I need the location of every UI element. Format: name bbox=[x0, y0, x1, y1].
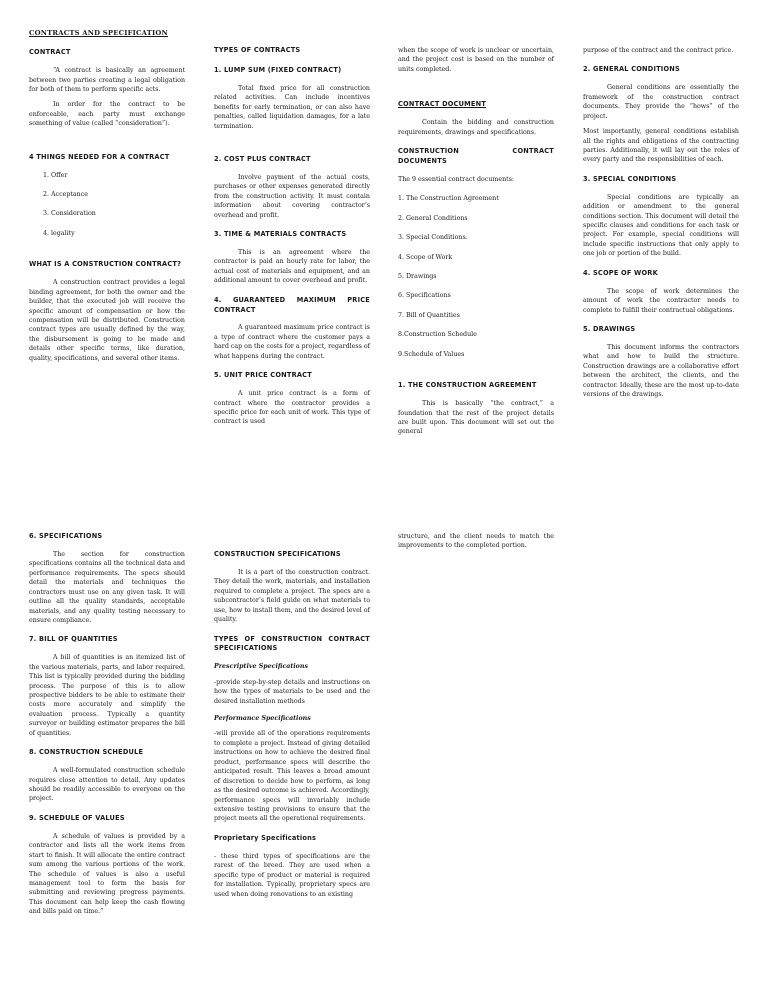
subheading-performance: Performance Specifications bbox=[214, 715, 311, 723]
paragraph: A bill of quantities is an itemized list of the various materials, parts, and labor required. This list is typically provided during the bidding process. The purpose of this is to allow prospective bidders to be able to estimate their costs more accurately and simplify the evaluation process. Typically a quantity surveyor or building estimator prepares the bill of quantities. bbox=[29, 654, 185, 737]
paragraph: A schedule of values is provided by a contractor and lists all the work items from start to finish. It will allocate the entire contract sum among the various portions of the work. The schedule of values is also a useful management tool to form the basis for submitting and reviewing progress payments. This document can help keep the cash flowing and bills paid on time.” bbox=[29, 832, 185, 916]
heading-construction-schedule: 8. CONSTRUCTION SCHEDULE bbox=[29, 748, 144, 757]
paragraph: -provide step-by-step details and instructions on how the types of materials to be used and the desired installation methods bbox=[214, 678, 370, 705]
document-title: CONTRACTS AND SPECIFICATION bbox=[29, 29, 168, 37]
list-item: 8.Construction Schedule bbox=[398, 331, 477, 339]
paragraph: A construction contract provides a legal binding agreement, for both the owner and the builder, that the executed job will receive the specific amount of compensation or how the compensation will be distributed. Construction contract types are usually defined by the way, the disbursement is going to be made and details other specific terms, like duration, quality, specifications, and several other items. bbox=[29, 279, 185, 362]
paragraph: This document informs the contractors what and how to build the structure. Construction drawings are a collaborative effort between the architect, the clients, and the contractor. Ideally, these are the most up-to-date versions of the drawings. bbox=[583, 343, 739, 399]
paragraph: This is an agreement where the contractor is paid an hourly rate for labor, the actual cost of materials and equipment, and an additional amount to cover overhead and profit. bbox=[214, 248, 370, 285]
paragraph: “A contract is basically an agreement between two parties creating a legal obligation for both of them to perform specific acts. bbox=[29, 67, 185, 93]
heading-time-materials: 3. TIME & MATERIALS CONTRACTS bbox=[214, 230, 347, 239]
heading-contract: CONTRACT bbox=[29, 48, 71, 57]
heading-unit-price: 5. UNIT PRICE CONTRACT bbox=[214, 371, 312, 380]
heading-construction-agreement: 1. THE CONSTRUCTION AGREEMENT bbox=[398, 381, 537, 390]
heading-construction-specifications: CONSTRUCTION SPECIFICATIONS bbox=[214, 550, 341, 558]
paragraph: -will provide all of the operations requirements to complete a project. Instead of giving detailed instructions on how to achieve the desired final product, performance specs will describe the anticipated result. This leaves a broad amount of discretion to decide how to perform, as long as the desired outcome is achieved. Accordingly, performance specs will invariably include extensive testing provisions to ensure that the project meets all the operational requirements. bbox=[214, 730, 370, 823]
paragraph-continued: when the scope of work is unclear or uncertain, and the project cost is based on the number of units completed. bbox=[398, 47, 554, 73]
documents-lead: The 9 essential contract documents: bbox=[398, 175, 515, 183]
heading-what-is: WHAT IS A CONSTRUCTION CONTRACT? bbox=[29, 260, 182, 269]
subheading-prescriptive: Prescriptive Specifications bbox=[214, 663, 309, 671]
heading-specifications: 6. SPECIFICATIONS bbox=[29, 532, 103, 540]
things-list bbox=[29, 171, 185, 239]
list-item: 1. Offer bbox=[51, 171, 185, 180]
column-7 bbox=[398, 532, 554, 557]
list-item: 3. Special Conditions. bbox=[398, 234, 468, 242]
heading-general-conditions: 2. GENERAL CONDITIONS bbox=[583, 65, 680, 74]
column-5 bbox=[29, 532, 185, 923]
column-4 bbox=[583, 46, 739, 406]
paragraph: Involve payment of the actual costs, purchases or other expenses generated directly from the construction activity. It must contain information about covering contractor’s overhead and profit. bbox=[214, 173, 370, 219]
paragraph: Special conditions are typically an addition or amendment to the general conditions section. This document will detail the specific clauses and conditions for each task or project. For example, special conditions will include specific instructions that only apply to one job or portion of the build. bbox=[583, 193, 739, 258]
paragraph: A guaranteed maximum price contract is a type of contract where the customer pays a hard cap on the costs for a project, regardless of what happens during the contract. bbox=[214, 324, 370, 360]
heading-construction-contract-documents: CONSTRUCTION CONTRACT DOCUMENTS bbox=[398, 147, 554, 165]
heading-types-of-specifications: TYPES OF CONSTRUCTION CONTRACT SPECIFICATIONS bbox=[214, 634, 370, 653]
paragraph: Contain the bidding and construction requirements, drawings and specifications. bbox=[398, 119, 554, 136]
column-2 bbox=[214, 46, 370, 433]
paragraph: It is a part of the construction contract. They detail the work, materials, and installation required to complete a project. The specs are a subcontractor’s field guide on what materials to use, how to install them, and the desired level of quality. bbox=[214, 568, 370, 624]
heading-scope-of-work: 4. SCOPE OF WORK bbox=[583, 268, 658, 277]
column-6 bbox=[214, 550, 370, 905]
documents-list bbox=[398, 194, 554, 359]
heading-things-needed-text: 4 THINGS NEEDED FOR A CONTRACT bbox=[29, 152, 170, 161]
heading-contract-document: CONTRACT DOCUMENT bbox=[398, 100, 487, 109]
paragraph: - these third types of specifications are the rarest of the breed. They are used when a specific type of product or material is required for installation. Typically, proprietary specs are used when doing renovations to an existing bbox=[214, 852, 370, 898]
paragraph: The section for construction specifications contains all the technical data and performance requirements. The specs should detail the materials and techniques the contractors must use on any given task. It will outline all the quality standards, acceptable materials, and any quality testing necessary to ensure compliance. bbox=[29, 550, 185, 624]
heading-drawings: 5. DRAWINGS bbox=[583, 324, 636, 333]
heading-cost-plus: 2. COST PLUS CONTRACT bbox=[214, 154, 311, 163]
list-item: 4. Scope of Work bbox=[398, 253, 453, 261]
heading-bill-of-quantities: 7. BILL OF QUANTITIES bbox=[29, 635, 118, 644]
paragraph-continued: purpose of the contract and the contract price. bbox=[583, 47, 734, 54]
paragraph: The scope of work determines the amount of work the contractor needs to complete to fulfill their contractual obligations. bbox=[583, 287, 739, 314]
heading-types-of-contracts: TYPES OF CONTRACTS bbox=[214, 46, 301, 54]
paragraph: Most importantly, general conditions establish all the rights and obligations of the contracting parties. Additionally, it will lay out the roles of every party and the responsibilities of each. bbox=[583, 128, 739, 164]
list-item: 2. General Conditions bbox=[398, 214, 468, 222]
list-item: 3. Consideration bbox=[51, 209, 185, 218]
list-item: 9.Schedule of Values bbox=[398, 350, 465, 358]
paragraph: In order for the contract to be enforceable, each party must exchange something of value (called “consideration”). bbox=[29, 101, 185, 128]
heading-gmp: 4. GUARANTEED MAXIMUM PRICE CONTRACT bbox=[214, 295, 370, 314]
heading-things-needed bbox=[29, 153, 185, 163]
list-item: 1. The Construction Agreement bbox=[398, 195, 499, 203]
heading-proprietary: Proprietary Specifications bbox=[214, 833, 317, 842]
paragraph: Total fixed price for all construction related activities. Can include incentives benefits for early termination, or can also have penalties, called liquidation damages, for a late termination. bbox=[214, 84, 370, 130]
heading-lump-sum: 1. LUMP SUM (FIXED CONTRACT) bbox=[214, 65, 342, 74]
column-1 bbox=[29, 28, 185, 369]
heading-special-conditions: 3. SPECIAL CONDITIONS bbox=[583, 174, 677, 183]
paragraph: A well-formulated construction schedule requires close attention to detail. Any updates should be readily accessible to everyone on the project. bbox=[29, 767, 185, 803]
paragraph: This is basically “the contract,” a foundation that the rest of the project details are built upon. This document will set out the general bbox=[398, 400, 554, 436]
paragraph: General conditions are essentially the framework of the construction contract documents. They provide the “hows” of the project. bbox=[583, 84, 739, 120]
list-item: 6. Specifications bbox=[398, 292, 451, 300]
paragraph-continued: structure, and the client needs to match the improvements to the completed portion. bbox=[398, 533, 554, 550]
column-3 bbox=[398, 46, 554, 443]
list-item: 4. legality bbox=[51, 229, 185, 238]
list-item: 2. Acceptance bbox=[51, 190, 185, 199]
list-item: 5. Drawings bbox=[398, 273, 437, 281]
paragraph: A unit price contract is a form of contract where the contractor provides a specific price for each unit of work. This type of contract is used bbox=[214, 390, 370, 426]
heading-schedule-of-values: 9. SCHEDULE OF VALUES bbox=[29, 813, 125, 822]
list-item: 7. Bill of Quantities bbox=[398, 311, 460, 319]
